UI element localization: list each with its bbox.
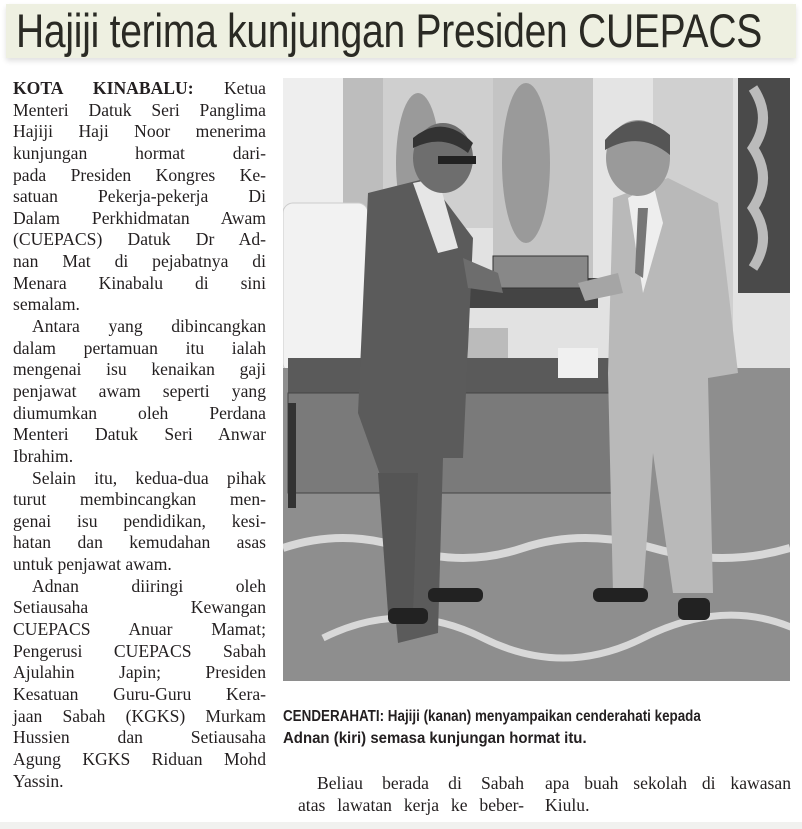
photo-illustration — [283, 78, 790, 681]
article-line: Ajulahin Japin; Presiden — [13, 662, 266, 683]
article-line: mengenai isu kenaikan gaji — [13, 359, 266, 380]
article-line: Agung KGKS Riduan Mohd — [13, 748, 266, 769]
article-column-2 — [298, 773, 524, 816]
article-line: pada Presiden Kongres Ke- — [13, 164, 266, 185]
article-line: dalam pertamuan itu ialah — [13, 337, 266, 358]
article-column-1 — [13, 78, 266, 792]
article-column-3 — [545, 773, 791, 816]
article-line: Kesatuan Guru-Guru Kera- — [13, 683, 266, 704]
article-line: Beliau berada di Sabah — [317, 773, 524, 793]
article-line: apa buah sekolah di kawasan — [545, 773, 791, 793]
article-line: Hajiji Haji Noor menerima — [13, 121, 266, 142]
dateline: KOTA KINABALU: — [13, 78, 194, 98]
article-line: penjawat awam seperti yang — [13, 380, 266, 401]
article-line: (CUEPACS) Datuk Dr Ad- — [13, 229, 266, 250]
page-edge — [0, 822, 802, 829]
article-line — [13, 78, 266, 100]
article-line: Menteri Datuk Seri Panglima — [13, 99, 266, 120]
article-line: Menara Kinabalu di sini — [13, 272, 266, 293]
article-line: genai isu pendidikan, kesi- — [13, 510, 266, 531]
article-line: Adnan diiringi oleh — [32, 575, 266, 596]
article-line: semalam. — [13, 294, 80, 315]
caption-line: Adnan (kiri) semasa kunjungan hormat itu. — [283, 730, 587, 747]
article-line: Pengerusi CUEPACS Sabah — [13, 640, 266, 661]
article-line: CUEPACS Anuar Mamat; — [13, 619, 266, 640]
article-line: hatan dan kemudahan asas — [13, 532, 266, 553]
article-line: Antara yang dibincangkan — [32, 316, 266, 337]
article-line: Kiulu. — [545, 794, 590, 815]
news-photo — [283, 78, 790, 681]
headline-banner — [6, 4, 796, 58]
caption-line: CENDERAHATI: Hajiji (kanan) menyampaikan cenderahati kepada — [283, 708, 701, 725]
article-line: Menteri Datuk Seri Anwar — [13, 424, 266, 445]
article-line: nan Mat di pejabatnya di — [13, 251, 266, 272]
article-line: kunjungan hormat dari- — [13, 142, 266, 163]
article-line: Ibrahim. — [13, 445, 74, 466]
article-line: atas lawatan kerja ke beber- — [298, 794, 524, 815]
article-text: Ketua — [223, 78, 266, 98]
article-line: Selain itu, kedua-dua pihak — [32, 467, 266, 488]
article-line: untuk penjawat awam. — [13, 554, 172, 575]
article-line: turut membincangkan men- — [13, 489, 266, 510]
article-line: Hussien dan Setiausaha — [13, 727, 266, 748]
article-line: Dalam Perkhidmatan Awam — [13, 207, 266, 228]
article-line: satuan Pekerja-pekerja Di — [13, 186, 266, 207]
article-line: Setiausaha Kewangan — [13, 597, 266, 618]
article-line: Yassin. — [13, 770, 64, 791]
photo-caption — [283, 706, 793, 750]
article-line: diumumkan oleh Perdana — [13, 402, 266, 423]
article-line: jaan Sabah (KGKS) Murkam — [13, 705, 266, 726]
headline: Hajiji terima kunjungan Presiden CUEPACS — [16, 4, 763, 57]
